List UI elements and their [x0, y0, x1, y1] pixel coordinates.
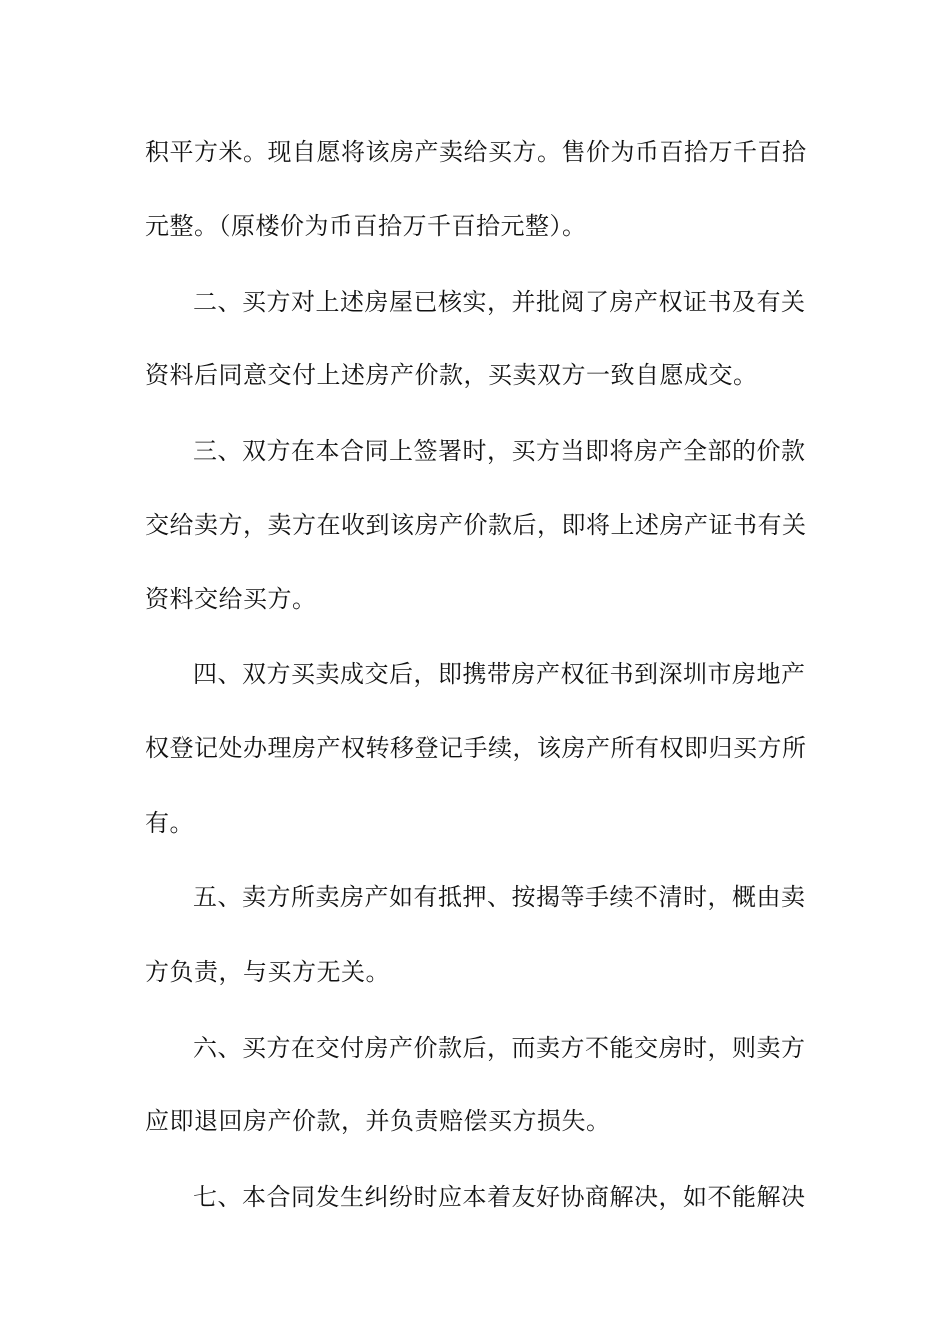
text-line: 有。 — [145, 809, 194, 837]
paragraph-6-first-line: 六、买方在交付房产价款后，而卖方不能交房时，则卖方 — [193, 1034, 806, 1062]
text-line: 应即退回房产价款，并负责赔偿买方损失。 — [145, 1107, 611, 1135]
text-line: 方负责，与买方无关。 — [145, 958, 390, 986]
text-line: 资料后同意交付上述房产价款，买卖双方一致自愿成交。 — [145, 361, 758, 389]
text-line: 积平方米。现自愿将该房产卖给买方。售价为币百拾万千百拾 — [145, 138, 807, 166]
paragraph-3-first-line: 三、双方在本合同上签署时，买方当即将房产全部的价款 — [193, 437, 806, 465]
text-line: 权登记处办理房产权转移登记手续，该房产所有权即归买方所 — [145, 734, 807, 762]
text-line: 元整。（原楼价为币百拾万千百拾元整）。 — [145, 212, 587, 240]
paragraph-4-first-line: 四、双方买卖成交后，即携带房产权征书到深圳市房地产 — [193, 660, 806, 688]
paragraph-5-first-line: 五、卖方所卖房产如有抵押、按揭等手续不清时，概由卖 — [193, 883, 806, 911]
paragraph-2-first-line: 二、买方对上述房屋已核实，并批阅了房产权证书及有关 — [193, 288, 806, 316]
paragraph-7-first-line: 七、本合同发生纠纷时应本着友好协商解决，如不能解决 — [193, 1183, 806, 1211]
text-line: 交给卖方，卖方在收到该房产价款后，即将上述房产证书有关 — [145, 511, 807, 539]
text-line: 资料交给买方。 — [145, 585, 317, 613]
